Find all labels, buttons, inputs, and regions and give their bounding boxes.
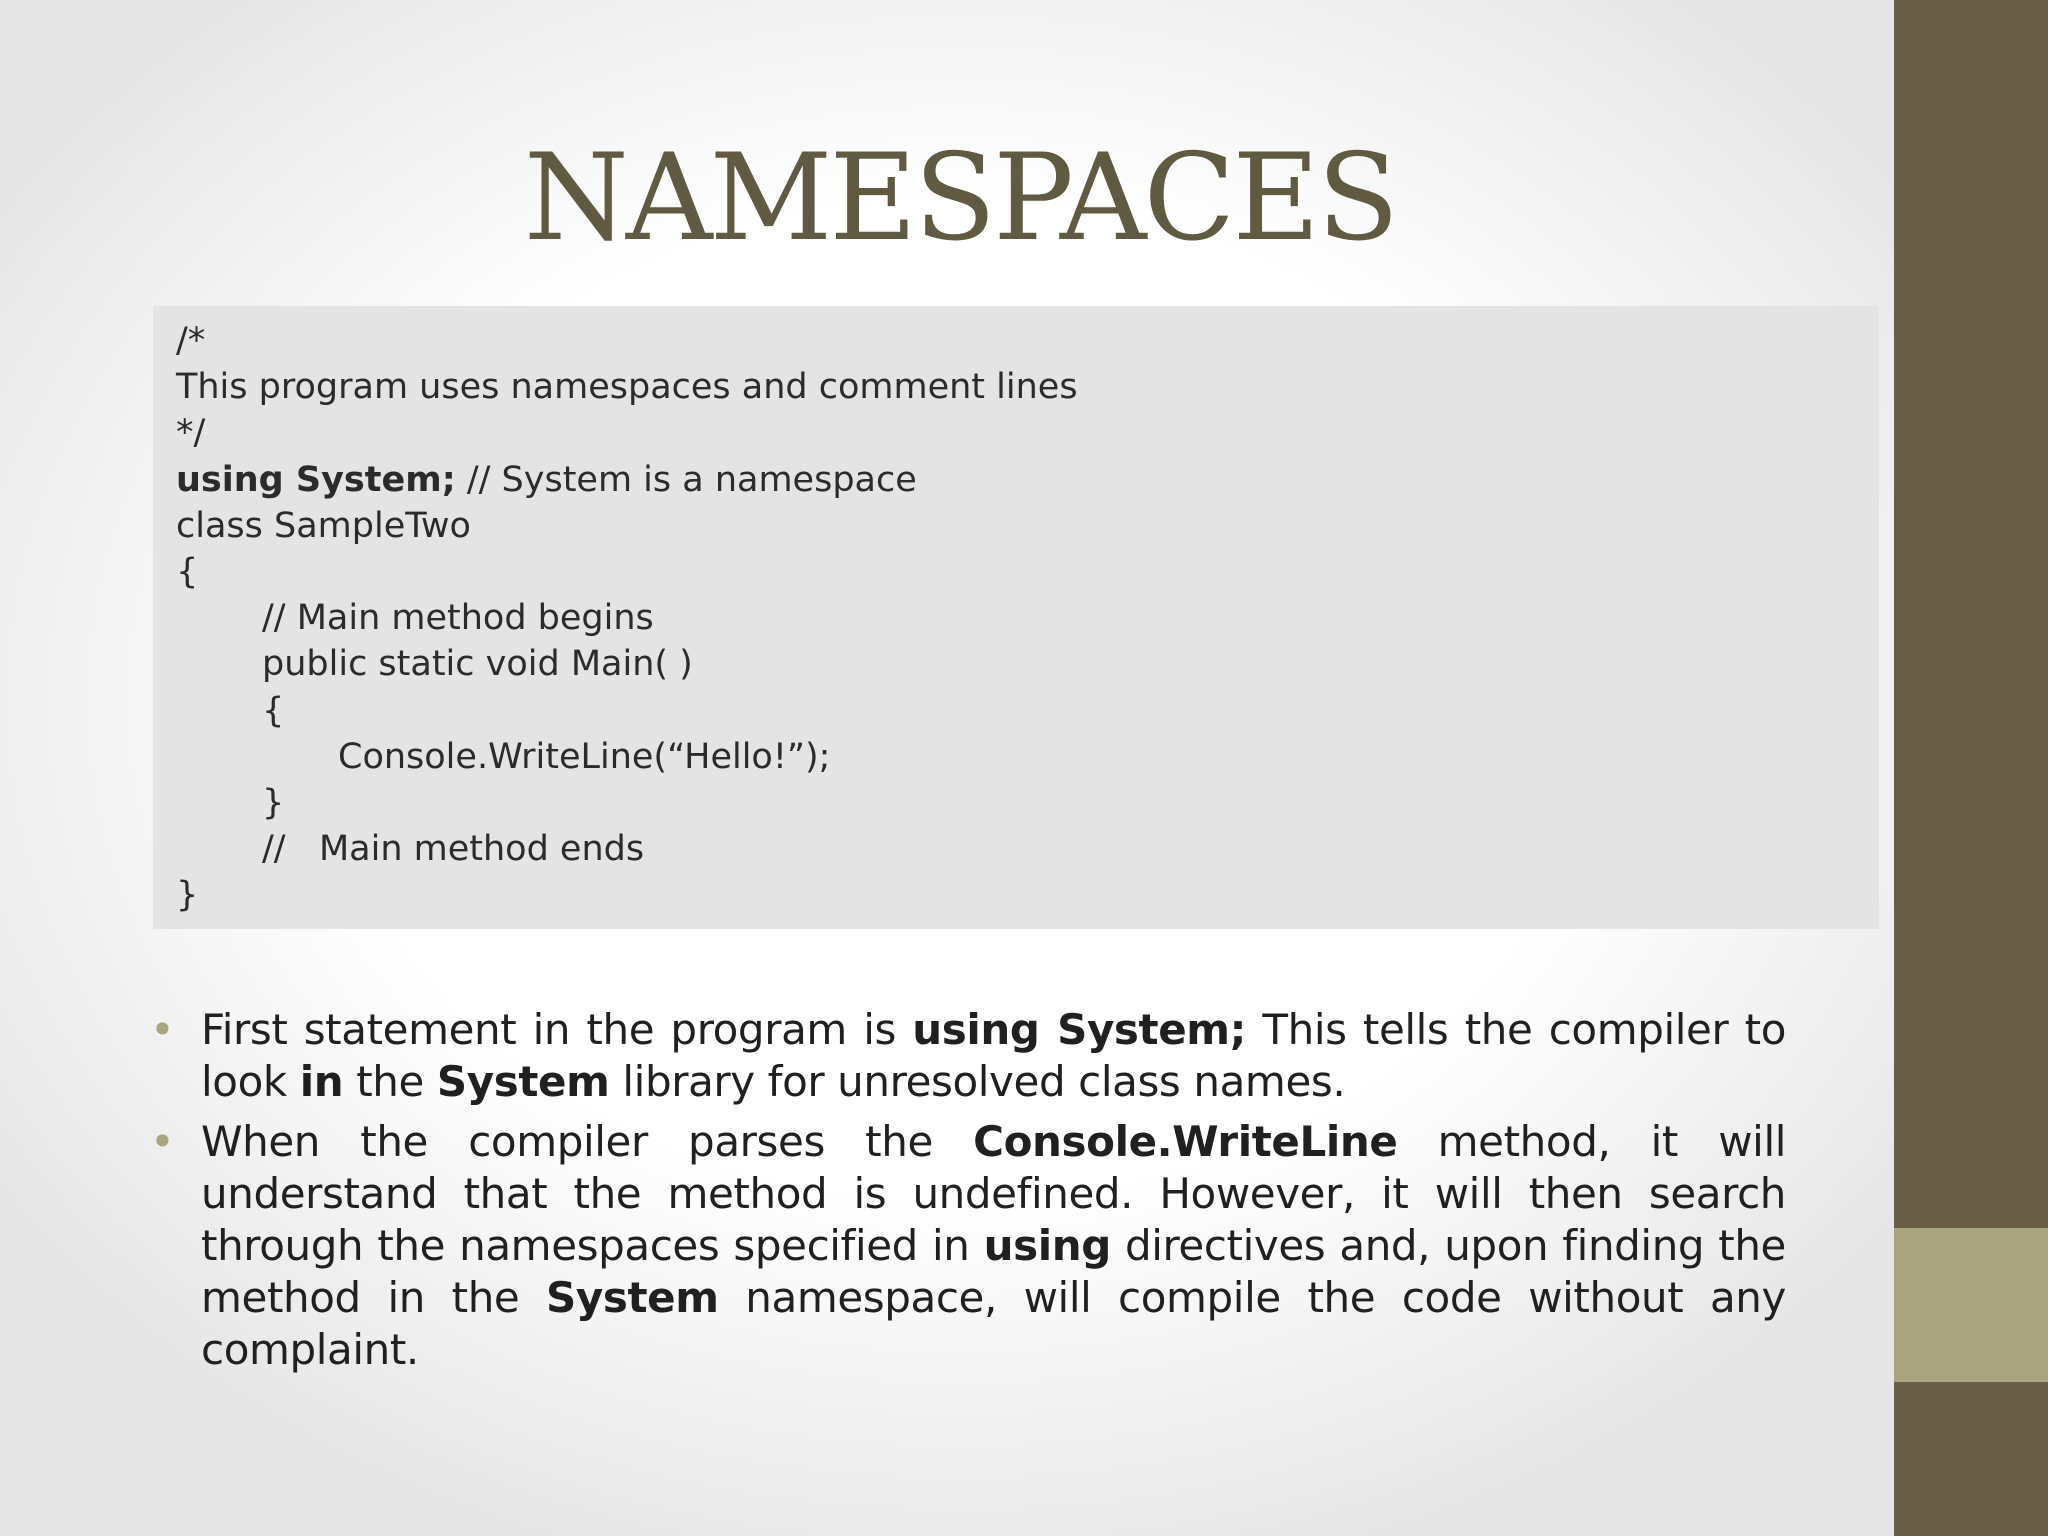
bullet-bold-text: Console.WriteLine (973, 1117, 1398, 1166)
sidebar-accent-block (1894, 1228, 2048, 1382)
code-line: Console.WriteLine(“Hello!”); (338, 736, 831, 777)
code-line: class SampleTwo (176, 505, 471, 546)
bullet-text: library for unresolved class names. (609, 1057, 1346, 1106)
bullet-text: This tells the compiler to look (201, 1005, 1786, 1106)
code-block (153, 306, 1879, 929)
bullet-bold-text: System (436, 1057, 610, 1106)
code-line: // Main method ends (262, 829, 645, 870)
bullet-icon: • (150, 1117, 175, 1166)
bullet-list (146, 1004, 1786, 1384)
bullet-bold-text: System (546, 1273, 719, 1322)
bullet-icon: • (150, 1005, 175, 1054)
code-line: public static void Main( ) (262, 644, 693, 685)
bullet-bold-text: using System; (912, 1005, 1247, 1054)
code-line: /* (176, 321, 206, 361)
code-line: { (176, 551, 199, 592)
bullet-text: directives and, upon finding the method in the (201, 1221, 1786, 1322)
slide-title: NAMESPACES (523, 129, 1397, 268)
code-line: // Main method begins (262, 598, 654, 639)
code-comment: // System is a namespace (455, 459, 917, 500)
bullet-text: method, it will understand that the method is undefined. However, it will then search through the namespaces specified in (201, 1117, 1786, 1270)
bullet-text: First statement in the program is (201, 1005, 913, 1054)
code-line: { (262, 690, 285, 731)
bullet-bold-text: in (299, 1057, 344, 1106)
bullet-text: When the compiler parses the (201, 1117, 974, 1166)
code-line: This program uses namespaces and comment lines (176, 367, 1078, 408)
bullet-text: namespace, will compile the code without any complaint. (201, 1273, 1786, 1374)
bullet-item (146, 1004, 1786, 1108)
code-line: } (262, 782, 285, 823)
bullet-text: the (343, 1057, 437, 1106)
bullet-item (146, 1116, 1786, 1376)
bullet-bold-text: using (983, 1221, 1111, 1270)
code-using-statement: using System; (176, 459, 456, 500)
code-line: } (176, 875, 199, 916)
code-line-using (176, 457, 1879, 503)
code-line: */ (176, 413, 206, 454)
